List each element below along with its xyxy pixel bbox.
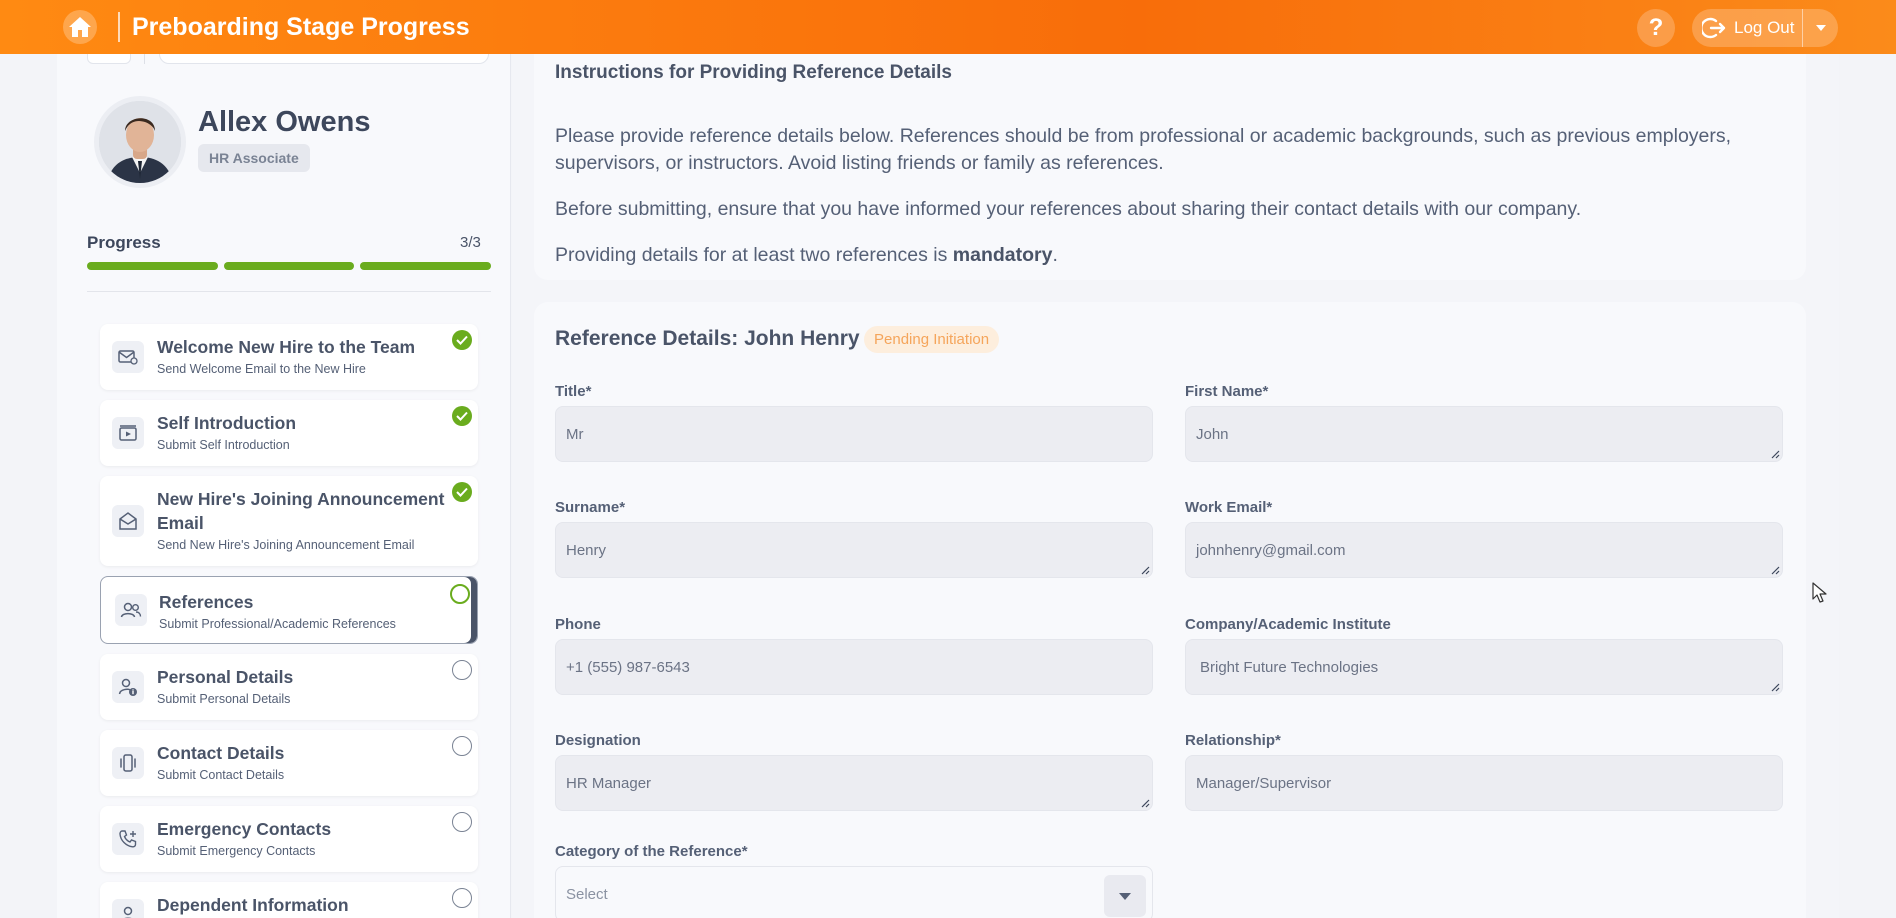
phone-vibrate-icon: [112, 747, 144, 779]
category-label: Category of the Reference*: [555, 843, 748, 860]
instructions-paragraph: Please provide reference details below. References should be from professional or academic backgrounds, such as previous employers, supervisors, or instructors. Avoid listing friends or family as references.: [555, 125, 1732, 174]
title-field[interactable]: [555, 406, 1153, 462]
step-item-references[interactable]: [100, 576, 478, 644]
surname-field[interactable]: [555, 522, 1153, 578]
page-title: Preboarding Stage Progress: [132, 13, 470, 41]
step-title: Dependent Information: [157, 895, 349, 915]
work-email-value: johnhenry@gmail.com: [1196, 541, 1346, 559]
designation-field[interactable]: [555, 755, 1153, 811]
designation-label: Designation: [555, 732, 641, 749]
step-item-emergency-contacts[interactable]: [100, 806, 478, 872]
resize-handle-icon[interactable]: [1770, 449, 1780, 459]
user-role-badge: HR Associate: [198, 144, 310, 172]
phone-label: Phone: [555, 616, 601, 633]
progress-segment: [224, 262, 355, 270]
avatar: [99, 101, 181, 183]
relationship-value: Manager/Supervisor: [1196, 774, 1332, 792]
step-item-personal-details[interactable]: [100, 654, 478, 720]
check-circle-icon: [452, 406, 472, 426]
header-divider: [118, 12, 120, 42]
mandatory-emphasis: mandatory: [952, 244, 1053, 266]
check-circle-icon: [452, 482, 472, 502]
home-icon: [68, 16, 92, 38]
step-title: Emergency Contacts: [157, 819, 332, 839]
work-email-label: Work Email*: [1185, 499, 1273, 516]
logout-button[interactable]: [1692, 9, 1802, 47]
company-value: Bright Future Technologies: [1200, 658, 1379, 676]
account-menu-button[interactable]: [1803, 9, 1838, 47]
sidebar-top-divider: [144, 54, 145, 64]
instructions-title: Instructions for Providing Reference Details: [555, 62, 952, 83]
step-subtitle: Submit Personal Details: [157, 692, 291, 706]
note-text: Providing details for at least two references is: [555, 244, 953, 266]
step-item-contact-details[interactable]: [100, 730, 478, 796]
check-circle-icon: [452, 330, 472, 350]
help-button[interactable]: [1637, 9, 1675, 47]
pending-step-icon: [452, 736, 472, 756]
resize-handle-icon[interactable]: [1770, 682, 1780, 692]
reference-title: Reference Details: John Henry: [555, 327, 860, 350]
note-end: .: [1052, 244, 1058, 266]
step-subtitle: Submit Emergency Contacts: [157, 844, 316, 858]
logout-icon: [1702, 17, 1726, 39]
step-item-dependent-information[interactable]: [100, 882, 478, 918]
first-name-label: First Name*: [1185, 383, 1269, 400]
step-item-joining-announcement[interactable]: [100, 476, 478, 566]
help-icon: ?: [1648, 14, 1664, 41]
avatar-photo: [99, 101, 181, 183]
category-placeholder: Select: [566, 885, 608, 903]
designation-value: HR Manager: [566, 774, 652, 792]
instructions-mandatory-note: [555, 242, 1775, 269]
user-info-icon: [112, 671, 144, 703]
dependents-icon: [112, 899, 144, 918]
category-select[interactable]: [555, 866, 1153, 918]
avatar-frame: [94, 96, 186, 188]
sidebar-search-input[interactable]: [159, 54, 489, 64]
first-name-value: John: [1196, 425, 1229, 443]
step-item-welcome[interactable]: [100, 324, 478, 390]
title-value: Mr: [566, 425, 584, 443]
surname-label: Surname*: [555, 499, 626, 516]
relationship-field[interactable]: [1185, 755, 1783, 811]
progress-label: Progress: [87, 233, 161, 252]
sidebar: [57, 54, 511, 918]
step-title: Self Introduction: [157, 413, 297, 433]
company-field[interactable]: [1185, 639, 1783, 695]
main-content: [512, 54, 1839, 918]
resize-handle-icon[interactable]: [1140, 565, 1150, 575]
sidebar-toggle-button[interactable]: [87, 54, 131, 64]
instructions-card: [534, 54, 1806, 280]
dropdown-toggle[interactable]: [1104, 875, 1146, 917]
chevron-down-icon: [1118, 892, 1132, 901]
step-subtitle: Submit Professional/Academic References: [159, 617, 396, 631]
work-email-field[interactable]: [1185, 522, 1783, 578]
step-subtitle: Send Welcome Email to the New Hire: [157, 362, 366, 376]
step-title: References: [159, 592, 254, 612]
logout-label: Log Out: [1734, 18, 1795, 37]
step-title: Welcome New Hire to the Team: [157, 337, 416, 357]
step-item-self-introduction[interactable]: [100, 400, 478, 466]
step-subtitle: Submit Contact Details: [157, 768, 285, 782]
instructions-paragraph: Before submitting, ensure that you have informed your references about sharing their contact details with our company.: [555, 198, 1582, 220]
chevron-down-icon: [1815, 24, 1827, 32]
mouse-cursor-icon: [1812, 582, 1828, 604]
logout-group: [1692, 9, 1838, 47]
phone-field[interactable]: [555, 639, 1153, 695]
pending-step-icon: [452, 812, 472, 832]
reference-details-card: [534, 302, 1806, 918]
current-step-icon: [450, 584, 470, 604]
progress-count: 3/3: [460, 234, 481, 251]
envelope-open-icon: [112, 505, 144, 537]
top-bar: [0, 0, 1896, 54]
phone-value: +1 (555) 987-6543: [566, 658, 690, 676]
video-icon: [112, 417, 144, 449]
relationship-label: Relationship*: [1185, 732, 1281, 749]
progress-segment: [360, 262, 491, 270]
step-subtitle: Submit Self Introduction: [157, 438, 290, 452]
step-subtitle: Send New Hire's Joining Announcement Email: [157, 538, 415, 552]
progress-bar: [87, 262, 491, 270]
status-badge: Pending Initiation: [864, 326, 999, 353]
pending-step-icon: [452, 660, 472, 680]
progress-segment: [87, 262, 218, 270]
surname-value: Henry: [566, 541, 607, 559]
mail-settings-icon: [112, 341, 144, 373]
resize-handle-icon[interactable]: [1140, 798, 1150, 808]
title-label: Title*: [555, 383, 592, 400]
step-title: Personal Details: [157, 667, 294, 687]
resize-handle-icon[interactable]: [1770, 565, 1780, 575]
phone-plus-icon: [112, 823, 144, 855]
sidebar-divider: [87, 291, 491, 292]
step-title: New Hire's Joining Announcement Email: [157, 489, 445, 533]
home-button[interactable]: [63, 10, 97, 44]
pending-step-icon: [452, 888, 472, 908]
first-name-field[interactable]: [1185, 406, 1783, 462]
users-icon: [115, 594, 147, 626]
user-name: Allex Owens: [198, 106, 371, 138]
company-label: Company/Academic Institute: [1185, 616, 1391, 633]
step-title: Contact Details: [157, 743, 285, 763]
